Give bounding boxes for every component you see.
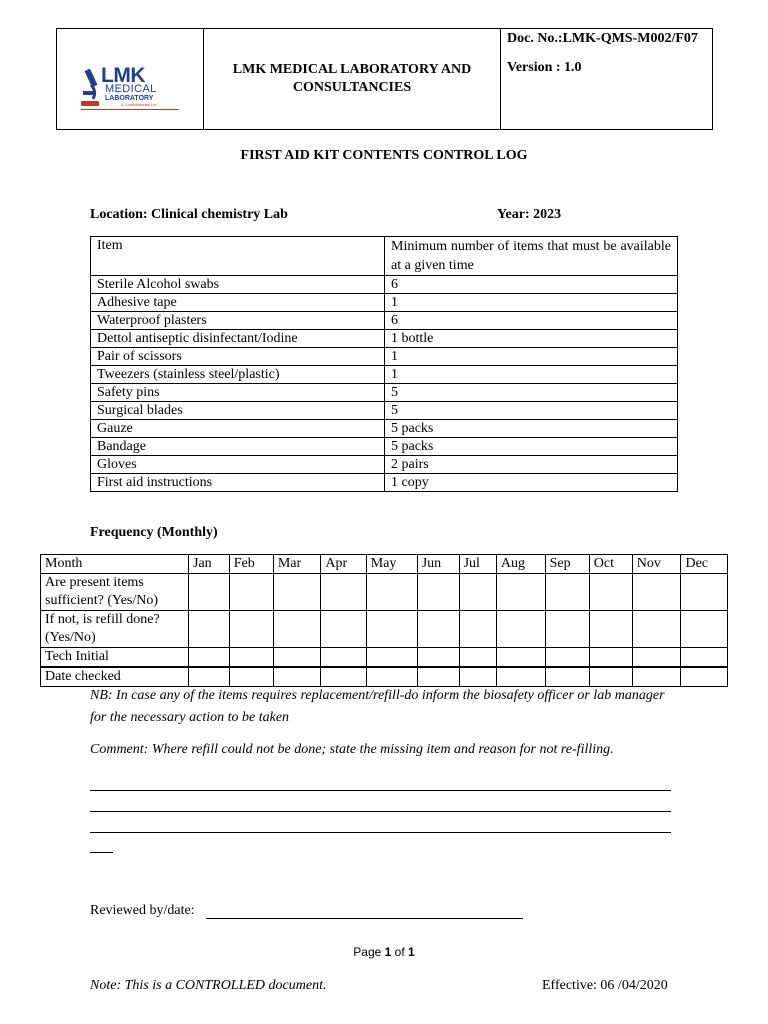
logo-underline bbox=[81, 109, 179, 110]
entry-cell-nov[interactable] bbox=[632, 574, 681, 611]
month-header-jan: Jan bbox=[189, 555, 230, 574]
table-row bbox=[41, 667, 728, 687]
item-name: Bandage bbox=[91, 438, 385, 456]
table-row bbox=[91, 420, 678, 438]
year-label: Year: 2023 bbox=[497, 207, 562, 222]
comment-line-3[interactable] bbox=[90, 832, 671, 833]
table-row bbox=[91, 474, 678, 492]
entry-cell-sep[interactable] bbox=[545, 667, 589, 687]
table-row bbox=[41, 648, 728, 668]
page-number bbox=[0, 945, 768, 959]
month-header-aug: Aug bbox=[496, 555, 545, 574]
item-name: Tweezers (stainless steel/plastic) bbox=[91, 366, 385, 384]
doc-number: Doc. No.:LMK-QMS-M002/F07 bbox=[507, 31, 698, 46]
entry-cell-jun[interactable] bbox=[417, 648, 459, 668]
controlled-document-note: Note: This is a CONTROLLED document. bbox=[90, 978, 327, 993]
month-header-apr: Apr bbox=[321, 555, 366, 574]
table-row bbox=[91, 366, 678, 384]
month-header-jun: Jun bbox=[417, 555, 459, 574]
company-logo bbox=[57, 29, 203, 129]
monthly-check-table bbox=[40, 554, 728, 687]
item-minimum: 1 bottle bbox=[385, 330, 678, 348]
entry-cell-feb[interactable] bbox=[229, 611, 273, 648]
month-header-nov: Nov bbox=[632, 555, 681, 574]
entry-cell-dec[interactable] bbox=[681, 574, 728, 611]
entry-cell-nov[interactable] bbox=[632, 648, 681, 668]
frequency-label: Frequency (Monthly) bbox=[90, 525, 218, 540]
item-name: Pair of scissors bbox=[91, 348, 385, 366]
table-row bbox=[91, 402, 678, 420]
entry-cell-aug[interactable] bbox=[496, 611, 545, 648]
entry-cell-may[interactable] bbox=[366, 611, 417, 648]
month-header-dec: Dec bbox=[681, 555, 728, 574]
table-row bbox=[91, 294, 678, 312]
item-name: First aid instructions bbox=[91, 474, 385, 492]
entry-cell-dec[interactable] bbox=[681, 611, 728, 648]
item-name: Gloves bbox=[91, 456, 385, 474]
item-name: Gauze bbox=[91, 420, 385, 438]
comment-line-2[interactable] bbox=[90, 811, 671, 812]
month-header-jul: Jul bbox=[459, 555, 496, 574]
page-title: FIRST AID KIT CONTENTS CONTROL LOG bbox=[240, 148, 528, 163]
entry-cell-aug[interactable] bbox=[496, 648, 545, 668]
entry-cell-jan[interactable] bbox=[189, 611, 230, 648]
table-row bbox=[91, 438, 678, 456]
comment-line-1[interactable] bbox=[90, 790, 671, 791]
reviewed-by-label: Reviewed by/date: bbox=[90, 903, 195, 918]
entry-cell-jul[interactable] bbox=[459, 648, 496, 668]
entry-cell-mar[interactable] bbox=[273, 648, 321, 668]
entry-cell-jul[interactable] bbox=[459, 667, 496, 687]
entry-cell-feb[interactable] bbox=[229, 648, 273, 668]
item-minimum: 5 packs bbox=[385, 420, 678, 438]
item-minimum: 5 packs bbox=[385, 438, 678, 456]
entry-cell-jun[interactable] bbox=[417, 611, 459, 648]
entry-cell-aug[interactable] bbox=[496, 574, 545, 611]
entry-cell-feb[interactable] bbox=[229, 667, 273, 687]
entry-cell-may[interactable] bbox=[366, 648, 417, 668]
row-label: Date checked bbox=[41, 667, 189, 687]
nb-note: NB: In case any of the items requires replacement/refill-do inform the biosafety officer or lab manager for the necessary action to be taken bbox=[90, 688, 665, 725]
entry-cell-jun[interactable] bbox=[417, 667, 459, 687]
item-name: Waterproof plasters bbox=[91, 312, 385, 330]
table-row bbox=[41, 611, 728, 648]
logo-text-sub3: & Consultancies Ltd bbox=[121, 102, 157, 107]
entry-cell-feb[interactable] bbox=[229, 574, 273, 611]
month-header-mar: Mar bbox=[273, 555, 321, 574]
reviewed-by-line[interactable] bbox=[206, 918, 523, 919]
entry-cell-jul[interactable] bbox=[459, 611, 496, 648]
entry-cell-may[interactable] bbox=[366, 667, 417, 687]
table-row bbox=[91, 348, 678, 366]
entry-cell-jan[interactable] bbox=[189, 648, 230, 668]
entry-cell-aug[interactable] bbox=[496, 667, 545, 687]
doc-version: Version : 1.0 bbox=[507, 60, 582, 75]
item-minimum: 1 bbox=[385, 366, 678, 384]
document-header bbox=[56, 28, 713, 130]
item-name: Surgical blades bbox=[91, 402, 385, 420]
comment-line-4[interactable] bbox=[90, 852, 113, 853]
item-minimum: 5 bbox=[385, 384, 678, 402]
table-row bbox=[41, 574, 728, 611]
item-name: Sterile Alcohol swabs bbox=[91, 276, 385, 294]
entry-cell-mar[interactable] bbox=[273, 611, 321, 648]
item-minimum: 6 bbox=[385, 312, 678, 330]
table-row bbox=[91, 384, 678, 402]
entry-cell-sep[interactable] bbox=[545, 611, 589, 648]
page-mid: of bbox=[391, 945, 409, 959]
item-name: Adhesive tape bbox=[91, 294, 385, 312]
entry-cell-dec[interactable] bbox=[681, 648, 728, 668]
row-label: Are present items sufficient? (Yes/No) bbox=[41, 574, 189, 611]
entry-cell-oct[interactable] bbox=[589, 574, 632, 611]
page-prefix: Page bbox=[353, 945, 385, 959]
entry-cell-sep[interactable] bbox=[545, 648, 589, 668]
organization-name: LMK MEDICAL LABORATORY AND CONSULTANCIES bbox=[204, 29, 501, 130]
entry-cell-oct[interactable] bbox=[589, 611, 632, 648]
logo-text-sub: MEDICAL bbox=[105, 83, 157, 95]
entry-cell-apr[interactable] bbox=[321, 611, 366, 648]
entry-cell-nov[interactable] bbox=[632, 611, 681, 648]
location-label: Location: Clinical chemistry Lab bbox=[90, 207, 288, 222]
month-header: Month bbox=[41, 555, 189, 574]
header-item: Item bbox=[91, 237, 385, 276]
entry-cell-oct[interactable] bbox=[589, 648, 632, 668]
effective-date: Effective: 06 /04/2020 bbox=[542, 978, 668, 993]
item-name: Dettol antiseptic disinfectant/Iodine bbox=[91, 330, 385, 348]
items-table-body bbox=[91, 276, 678, 492]
entry-cell-jul[interactable] bbox=[459, 574, 496, 611]
header-minimum: Minimum number of items that must be available at a given time bbox=[385, 237, 678, 276]
entry-cell-jan[interactable] bbox=[189, 667, 230, 687]
entry-cell-apr[interactable] bbox=[321, 667, 366, 687]
entry-cell-oct[interactable] bbox=[589, 667, 632, 687]
document-meta bbox=[501, 29, 713, 130]
entry-cell-nov[interactable] bbox=[632, 667, 681, 687]
item-minimum: 1 bbox=[385, 348, 678, 366]
comment-instruction: Comment: Where refill could not be done; state the missing item and reason for not re-filling. bbox=[90, 742, 614, 757]
table-row bbox=[91, 312, 678, 330]
entry-cell-dec[interactable] bbox=[681, 667, 728, 687]
items-table-header bbox=[91, 237, 678, 276]
entry-cell-apr[interactable] bbox=[321, 648, 366, 668]
entry-cell-may[interactable] bbox=[366, 574, 417, 611]
row-label: Tech Initial bbox=[41, 648, 189, 668]
month-header-may: May bbox=[366, 555, 417, 574]
item-minimum: 1 copy bbox=[385, 474, 678, 492]
first-aid-items-table bbox=[90, 236, 678, 492]
item-minimum: 5 bbox=[385, 402, 678, 420]
item-minimum: 6 bbox=[385, 276, 678, 294]
month-header-feb: Feb bbox=[229, 555, 273, 574]
table-row bbox=[91, 456, 678, 474]
table-row bbox=[91, 276, 678, 294]
item-minimum: 1 bbox=[385, 294, 678, 312]
entry-cell-sep[interactable] bbox=[545, 574, 589, 611]
page-total: 1 bbox=[408, 945, 415, 959]
page-current: 1 bbox=[384, 945, 392, 959]
entry-cell-apr[interactable] bbox=[321, 574, 366, 611]
logo-text-main: LMK bbox=[101, 64, 145, 87]
logo-text-sub2: LABORATORY bbox=[105, 95, 154, 102]
month-header-sep: Sep bbox=[545, 555, 589, 574]
row-label: If not, is refill done? (Yes/No) bbox=[41, 611, 189, 648]
month-header-row bbox=[41, 555, 728, 574]
logo-cell bbox=[57, 29, 204, 130]
table-row bbox=[91, 330, 678, 348]
entry-cell-jan[interactable] bbox=[189, 574, 230, 611]
entry-cell-mar[interactable] bbox=[273, 667, 321, 687]
entry-cell-jun[interactable] bbox=[417, 574, 459, 611]
item-name: Safety pins bbox=[91, 384, 385, 402]
entry-cell-mar[interactable] bbox=[273, 574, 321, 611]
item-minimum: 2 pairs bbox=[385, 456, 678, 474]
month-header-oct: Oct bbox=[589, 555, 632, 574]
microscope-icon bbox=[79, 67, 101, 109]
